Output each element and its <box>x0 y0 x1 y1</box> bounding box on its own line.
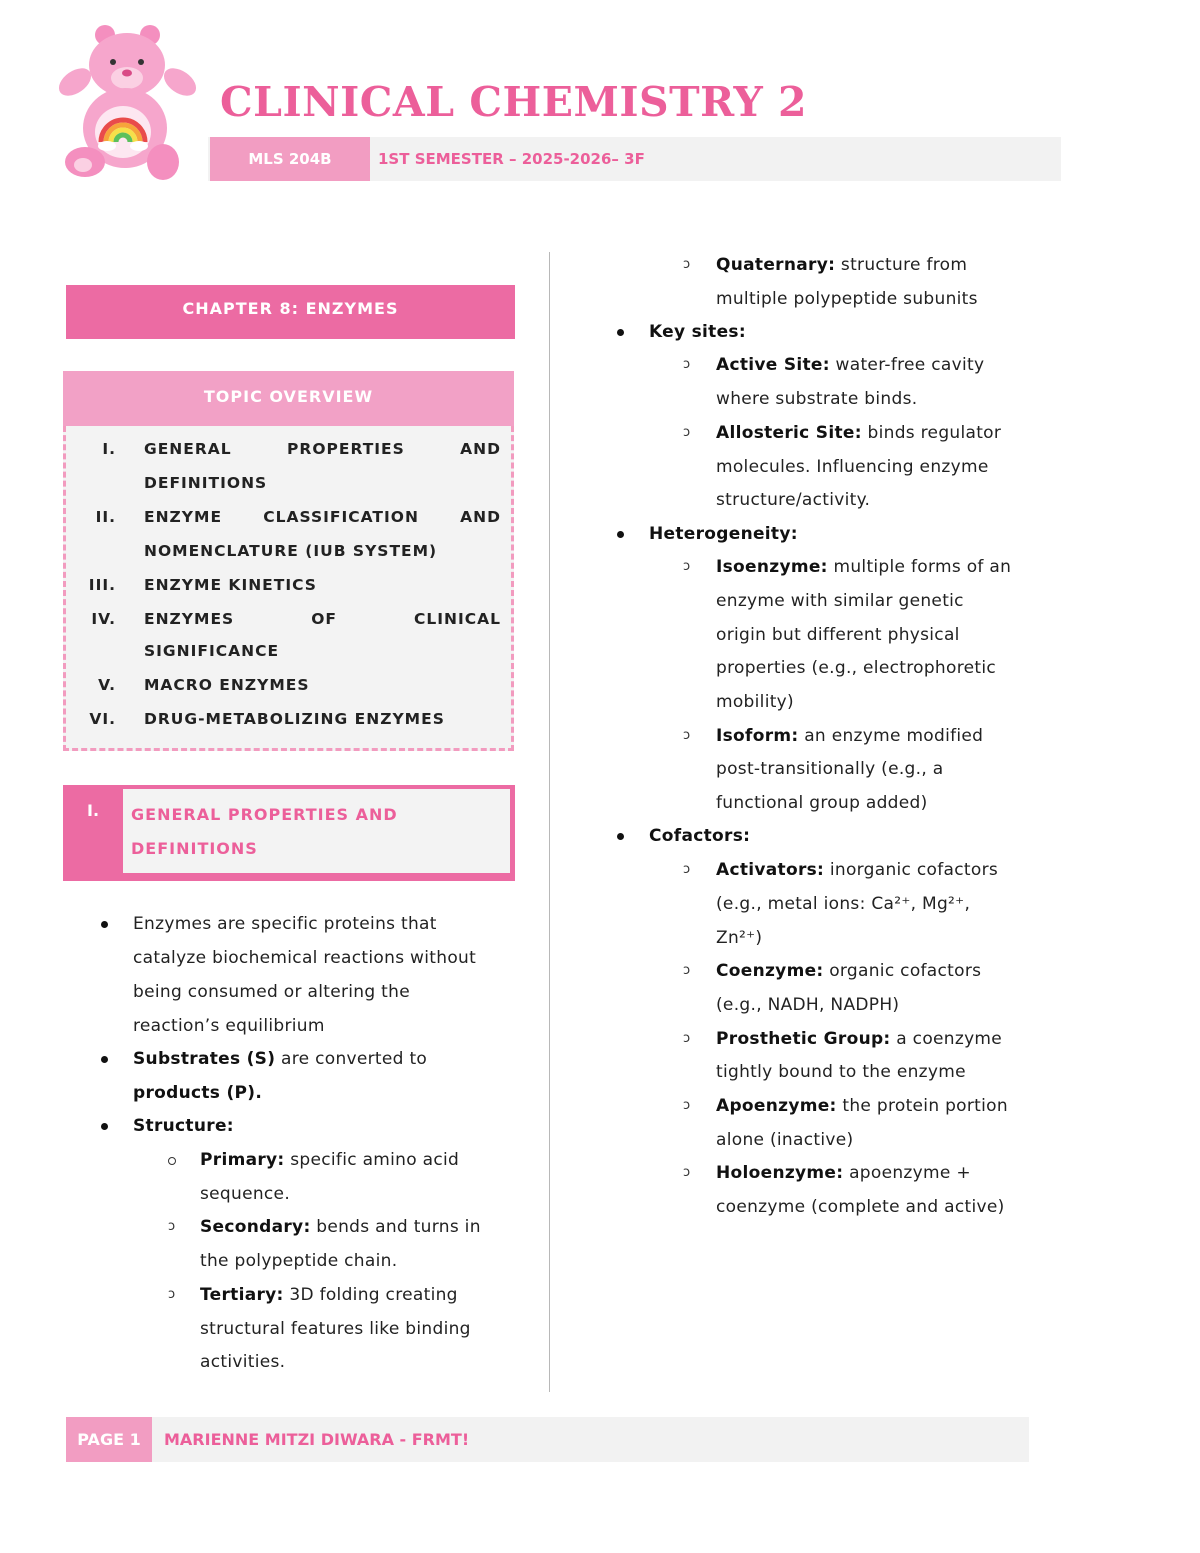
text-line: the polypeptide chain. <box>200 1251 398 1271</box>
bullet-icon <box>617 531 624 538</box>
text-line: (e.g., NADH, NADPH) <box>716 995 900 1015</box>
text-line: activities. <box>200 1352 286 1372</box>
section-header <box>63 785 515 881</box>
sub-bullet-icon: ↄ <box>683 357 691 372</box>
semester-label: 1ST SEMESTER – 2025-2026– 3F <box>378 150 645 168</box>
text-line: multiple polypeptide subunits <box>716 289 978 309</box>
bullet-icon <box>617 329 624 336</box>
text-line: molecules. Influencing enzyme <box>716 457 989 477</box>
text-line: alone (inactive) <box>716 1130 854 1150</box>
sub-bullet-icon: ↄ <box>683 257 691 272</box>
sub-bullet-icon: ↄ <box>683 963 691 978</box>
text-line: Substrates (S) are converted to <box>133 1049 428 1069</box>
sub-bullet-icon: ↄ <box>683 559 691 574</box>
text-line: enzyme with similar genetic <box>716 591 964 611</box>
text-line: being consumed or altering the <box>133 982 410 1002</box>
document-title: CLINICAL CHEMISTRY 2 <box>220 78 808 126</box>
text-line: Zn²⁺) <box>716 928 763 948</box>
page-number-badge: PAGE 1 <box>66 1417 152 1462</box>
text-line: Tertiary: 3D folding creating <box>200 1285 458 1305</box>
section-title: GENERAL PROPERTIES AND DEFINITIONS <box>131 805 398 858</box>
author-label: MARIENNE MITZI DIWARA - FRMT! <box>164 1430 470 1449</box>
topic-overview-title: TOPIC OVERVIEW <box>63 371 514 426</box>
sub-bullet-icon: ↄ <box>683 1031 691 1046</box>
text-line: post-transitionally (e.g., a <box>716 759 944 779</box>
sub-bullet-icon: ↄ <box>683 1165 691 1180</box>
sub-bullet-icon: ↄ <box>168 1287 176 1302</box>
text-line: Apoenzyme: the protein portion <box>716 1096 1008 1116</box>
text-line: Primary: specific amino acid <box>200 1150 460 1170</box>
sub-bullet-icon <box>168 1157 176 1165</box>
text-line: Coenzyme: organic cofactors <box>716 961 982 981</box>
text-line: products (P). <box>133 1083 263 1103</box>
text-line: structure/activity. <box>716 490 871 510</box>
bullet-icon <box>101 921 108 928</box>
text-line: Quaternary: structure from <box>716 255 968 275</box>
text-line: mobility) <box>716 692 794 712</box>
text-line: Isoenzyme: multiple forms of an <box>716 557 1012 577</box>
sub-bullet-icon: ↄ <box>683 1098 691 1113</box>
care-bear-logo <box>55 20 200 185</box>
text-line: Allosteric Site: binds regulator <box>716 423 1002 443</box>
text-line: properties (e.g., electrophoretic <box>716 658 996 678</box>
text-line: reaction’s equilibrium <box>133 1016 325 1036</box>
text-line: tightly bound to the enzyme <box>716 1062 966 1082</box>
sub-bullet-icon: ↄ <box>683 862 691 877</box>
text-line: origin but different physical <box>716 625 960 645</box>
sub-bullet-icon: ↄ <box>168 1219 176 1234</box>
text-line: Structure: <box>133 1116 234 1136</box>
text-line: Holoenzyme: apoenzyme + <box>716 1163 971 1183</box>
bullet-icon <box>101 1123 108 1130</box>
text-line: Activators: inorganic cofactors <box>716 860 999 880</box>
text-line: structural features like binding <box>200 1319 471 1339</box>
text-line: where substrate binds. <box>716 389 918 409</box>
sub-bullet-icon: ↄ <box>683 425 691 440</box>
text-line: functional group added) <box>716 793 928 813</box>
sub-bullet-icon: ↄ <box>683 728 691 743</box>
text-line: Prosthetic Group: a coenzyme <box>716 1029 1003 1049</box>
bullet-icon <box>101 1056 108 1063</box>
text-line: sequence. <box>200 1184 291 1204</box>
text-line: Enzymes are specific proteins that <box>133 914 437 934</box>
topic-overview-list: I. GENERAL PROPERTIES AND DEFINITIONS II. ENZYME CLASSIFICATION AND NOMENCLATURE (IUB SYSTEM) III. ENZYME KINETICS IV. ENZYMES OF CLINICAL SIGNIFICANCE V. MACRO ENZYMES VI. DRUG-METABOLIZING ENZYMES <box>63 426 514 751</box>
text-line: Heterogeneity: <box>649 524 798 544</box>
text-line: coenzyme (complete and active) <box>716 1197 1005 1217</box>
chapter-banner: CHAPTER 8: ENZYMES <box>66 285 515 339</box>
column-divider <box>549 252 550 1392</box>
text-line: Secondary: bends and turns in <box>200 1217 481 1237</box>
section-number: I. <box>86 801 100 820</box>
text-line: (e.g., metal ions: Ca²⁺, Mg²⁺, <box>716 894 971 914</box>
text-line: Active Site: water-free cavity <box>716 355 985 375</box>
text-line: Cofactors: <box>649 826 751 846</box>
topic-overview-box <box>63 371 514 754</box>
text-line: Isoform: an enzyme modified <box>716 726 984 746</box>
text-line: Key sites: <box>649 322 746 342</box>
text-line: catalyze biochemical reactions without <box>133 948 477 968</box>
bullet-icon <box>617 833 624 840</box>
course-code-badge: MLS 204B <box>210 137 370 181</box>
